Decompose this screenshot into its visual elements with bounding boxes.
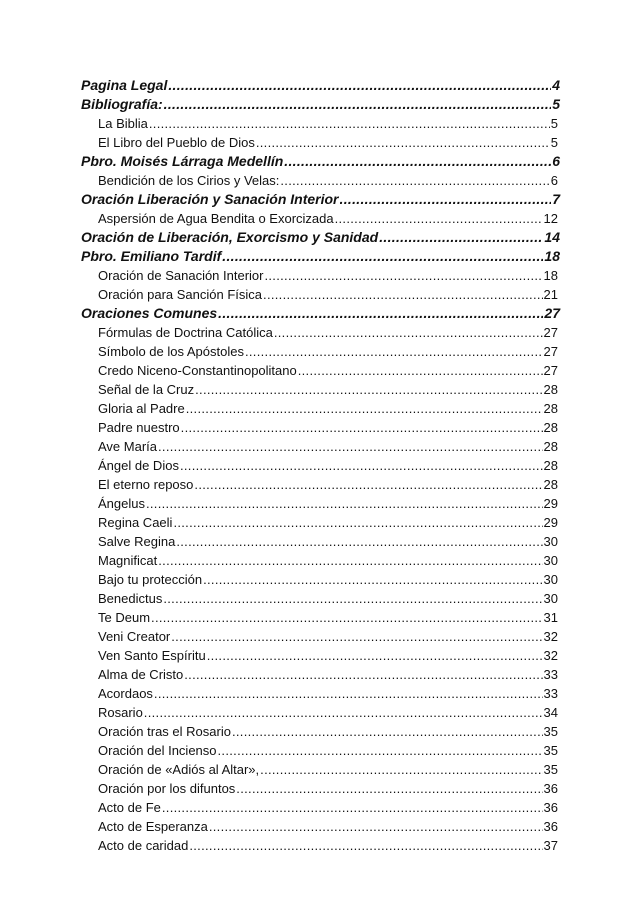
toc-entry-title: La Biblia — [98, 116, 148, 131]
toc-subentry[interactable] — [81, 473, 558, 492]
toc-entry-title: Oración Liberación y Sanación Interior — [81, 191, 339, 207]
toc-page-number: 29 — [543, 496, 558, 511]
toc-dot-leader — [379, 229, 543, 245]
toc-subentry[interactable] — [81, 131, 558, 150]
toc-page-number: 6 — [550, 173, 558, 188]
toc-page-number: 30 — [543, 591, 558, 606]
toc-page-number: 36 — [543, 800, 558, 815]
toc-entry-title: Veni Creator — [98, 629, 171, 644]
toc-entry-title: Magnificat — [98, 553, 158, 568]
toc-subentry[interactable] — [81, 777, 558, 796]
toc-section-entry[interactable] — [81, 226, 560, 245]
table-of-contents — [81, 74, 560, 853]
toc-dot-leader — [144, 705, 543, 720]
toc-dot-leader — [162, 800, 543, 815]
toc-subentry[interactable] — [81, 720, 558, 739]
toc-page-number: 7 — [552, 191, 560, 207]
toc-subentry[interactable] — [81, 264, 558, 283]
toc-entry-title: Oración por los difuntos — [98, 781, 236, 796]
toc-entry-title: Te Deum — [98, 610, 151, 625]
toc-page-number: 33 — [543, 686, 558, 701]
toc-entry-title: Gloria al Padre — [98, 401, 185, 416]
toc-entry-title: Acordaos — [98, 686, 153, 701]
toc-dot-leader — [236, 781, 542, 796]
toc-subentry[interactable] — [81, 625, 558, 644]
toc-entry-title: Oración para Sanción Física — [98, 287, 263, 302]
toc-page-number: 37 — [543, 838, 558, 853]
toc-dot-leader — [218, 743, 543, 758]
toc-subentry[interactable] — [81, 568, 558, 587]
toc-dot-leader — [274, 325, 543, 340]
toc-entry-title: Acto de caridad — [98, 838, 189, 853]
toc-entry-title: Acto de Esperanza — [98, 819, 208, 834]
toc-page-number: 28 — [543, 382, 558, 397]
toc-dot-leader — [195, 382, 542, 397]
toc-entry-title: Rosario — [98, 705, 143, 720]
toc-dot-leader — [194, 477, 542, 492]
toc-page-number: 28 — [543, 477, 558, 492]
toc-page-number: 28 — [543, 420, 558, 435]
toc-dot-leader — [184, 667, 542, 682]
toc-page-number: 27 — [543, 363, 558, 378]
toc-entry-title: Oración de Sanación Interior — [98, 268, 264, 283]
toc-entry-title: Bendición de los Cirios y Velas: — [98, 173, 280, 188]
toc-subentry[interactable] — [81, 644, 558, 663]
toc-dot-leader — [164, 96, 552, 112]
toc-page-number: 12 — [543, 211, 558, 226]
toc-dot-leader — [218, 305, 543, 321]
toc-entry-title: Padre nuestro — [98, 420, 180, 435]
toc-subentry[interactable] — [81, 511, 558, 530]
toc-dot-leader — [163, 591, 542, 606]
toc-dot-leader — [298, 363, 543, 378]
toc-subentry[interactable] — [81, 758, 558, 777]
toc-page-number: 32 — [543, 648, 558, 663]
toc-section-entry[interactable] — [81, 150, 560, 169]
toc-entry-title: Benedictus — [98, 591, 163, 606]
toc-dot-leader — [260, 762, 542, 777]
toc-dot-leader — [222, 248, 543, 264]
toc-page-number: 27 — [544, 305, 560, 321]
toc-page-number: 28 — [543, 439, 558, 454]
toc-dot-leader — [158, 553, 542, 568]
toc-dot-leader — [146, 496, 543, 511]
toc-dot-leader — [186, 401, 543, 416]
toc-entry-title: Pagina Legal — [81, 77, 168, 93]
toc-dot-leader — [154, 686, 543, 701]
toc-page-number: 5 — [552, 96, 560, 112]
toc-dot-leader — [335, 211, 543, 226]
toc-page-number: 30 — [543, 534, 558, 549]
toc-subentry[interactable] — [81, 207, 558, 226]
toc-subentry[interactable] — [81, 416, 558, 435]
toc-subentry[interactable] — [81, 321, 558, 340]
toc-subentry[interactable] — [81, 834, 558, 853]
toc-entry-title: Oración del Incienso — [98, 743, 217, 758]
toc-subentry[interactable] — [81, 587, 558, 606]
toc-entry-title: Ave María — [98, 439, 158, 454]
toc-entry-title: Oración tras el Rosario — [98, 724, 231, 739]
toc-entry-title: Bajo tu protección — [98, 572, 203, 587]
toc-page-number: 35 — [543, 743, 558, 758]
toc-entry-title: Oración de «Adiós al Altar», — [98, 762, 260, 777]
toc-page-number: 36 — [543, 781, 558, 796]
toc-dot-leader — [168, 77, 551, 93]
toc-subentry[interactable] — [81, 169, 558, 188]
toc-entry-title: Credo Niceno-Constantinopolitano — [98, 363, 297, 378]
toc-section-entry[interactable] — [81, 188, 560, 207]
toc-dot-leader — [158, 439, 543, 454]
toc-entry-title: Acto de Fe — [98, 800, 161, 815]
toc-page-number: 14 — [544, 229, 560, 245]
toc-page-number: 5 — [550, 135, 558, 150]
toc-dot-leader — [151, 610, 543, 625]
toc-section-entry[interactable] — [81, 93, 560, 112]
toc-entry-title: Pbro. Emiliano Tardif — [81, 248, 222, 264]
toc-page-number: 5 — [550, 116, 558, 131]
toc-page-number: 32 — [543, 629, 558, 644]
toc-entry-title: Bibliografía: — [81, 96, 163, 112]
toc-dot-leader — [207, 648, 543, 663]
toc-subentry[interactable] — [81, 682, 558, 701]
toc-page-number: 29 — [543, 515, 558, 530]
toc-dot-leader — [232, 724, 543, 739]
toc-entry-title: Ángelus — [98, 496, 145, 511]
toc-dot-leader — [203, 572, 542, 587]
toc-subentry[interactable] — [81, 435, 558, 454]
toc-entry-title: Salve Regina — [98, 534, 176, 549]
toc-page-number: 33 — [543, 667, 558, 682]
toc-page-number: 35 — [543, 724, 558, 739]
toc-entry-title: Alma de Cristo — [98, 667, 184, 682]
toc-dot-leader — [264, 268, 542, 283]
toc-subentry[interactable] — [81, 340, 558, 359]
toc-dot-leader — [284, 153, 551, 169]
toc-subentry[interactable] — [81, 530, 558, 549]
toc-section-entry[interactable] — [81, 74, 560, 93]
toc-page-number: 6 — [552, 153, 560, 169]
toc-page-number: 30 — [543, 553, 558, 568]
toc-dot-leader — [256, 135, 550, 150]
toc-section-entry[interactable] — [81, 302, 560, 321]
toc-dot-leader — [180, 458, 543, 473]
toc-page-number: 28 — [543, 458, 558, 473]
toc-page-number: 30 — [543, 572, 558, 587]
toc-dot-leader — [176, 534, 542, 549]
toc-subentry[interactable] — [81, 378, 558, 397]
toc-entry-title: Fórmulas de Doctrina Católica — [98, 325, 273, 340]
toc-entry-title: Ángel de Dios — [98, 458, 179, 473]
toc-page-number: 35 — [543, 762, 558, 777]
toc-entry-title: Aspersión de Agua Bendita o Exorcizada — [98, 211, 334, 226]
toc-dot-leader — [181, 420, 543, 435]
toc-entry-title: El eterno reposo — [98, 477, 194, 492]
toc-dot-leader — [189, 838, 542, 853]
toc-page-number: 31 — [543, 610, 558, 625]
toc-subentry[interactable] — [81, 549, 558, 568]
toc-page-number: 36 — [543, 819, 558, 834]
toc-subentry[interactable] — [81, 739, 558, 758]
toc-page-number: 27 — [543, 344, 558, 359]
toc-dot-leader — [340, 191, 552, 207]
toc-entry-title: Oración de Liberación, Exorcismo y Sanidad — [81, 229, 379, 245]
toc-dot-leader — [171, 629, 542, 644]
toc-entry-title: Oraciones Comunes — [81, 305, 218, 321]
toc-entry-title: Símbolo de los Apóstoles — [98, 344, 244, 359]
toc-entry-title: Ven Santo Espíritu — [98, 648, 206, 663]
toc-subentry[interactable] — [81, 454, 558, 473]
toc-entry-title: El Libro del Pueblo de Dios — [98, 135, 255, 150]
toc-subentry[interactable] — [81, 397, 558, 416]
toc-page-number: 18 — [543, 268, 558, 283]
toc-section-entry[interactable] — [81, 245, 560, 264]
toc-subentry[interactable] — [81, 701, 558, 720]
toc-dot-leader — [263, 287, 543, 302]
toc-page-number: 21 — [543, 287, 558, 302]
toc-dot-leader — [245, 344, 543, 359]
toc-subentry[interactable] — [81, 796, 558, 815]
toc-subentry[interactable] — [81, 283, 558, 302]
toc-entry-title: Señal de la Cruz — [98, 382, 195, 397]
toc-page-number: 27 — [543, 325, 558, 340]
toc-dot-leader — [173, 515, 542, 530]
toc-dot-leader — [280, 173, 549, 188]
toc-page-number: 28 — [543, 401, 558, 416]
toc-subentry[interactable] — [81, 359, 558, 378]
toc-subentry[interactable] — [81, 663, 558, 682]
toc-entry-title: Regina Caeli — [98, 515, 173, 530]
toc-page-number: 18 — [544, 248, 560, 264]
toc-subentry[interactable] — [81, 606, 558, 625]
toc-page-number: 4 — [552, 77, 560, 93]
toc-subentry[interactable] — [81, 492, 558, 511]
toc-dot-leader — [209, 819, 543, 834]
toc-subentry[interactable] — [81, 112, 558, 131]
toc-page-number: 34 — [543, 705, 558, 720]
toc-dot-leader — [149, 116, 550, 131]
toc-entry-title: Pbro. Moisés Lárraga Medellín — [81, 153, 284, 169]
toc-subentry[interactable] — [81, 815, 558, 834]
